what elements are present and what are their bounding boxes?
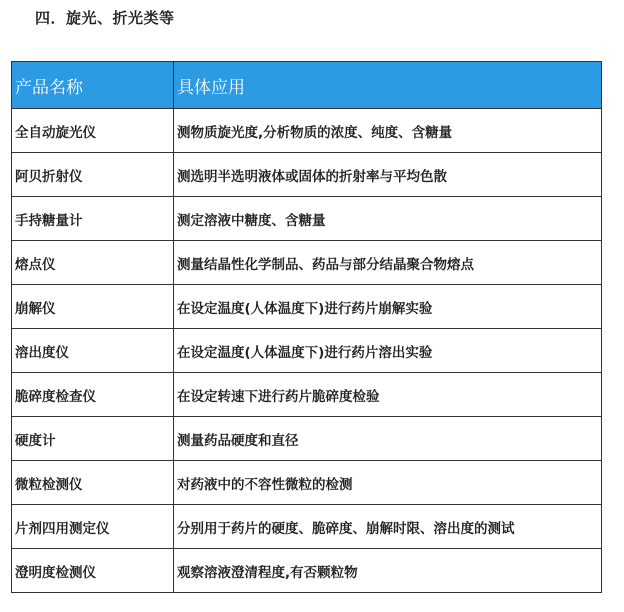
table-row xyxy=(12,329,602,373)
product-name-cell: 溶出度仪 xyxy=(12,329,174,373)
table-row xyxy=(12,153,602,197)
application-cell: 观察溶液澄清程度,有否颗粒物 xyxy=(174,549,602,593)
section-title: 四．旋光、折光类等 xyxy=(35,9,175,27)
header-product-name: 产品名称 xyxy=(12,62,174,109)
table-row xyxy=(12,417,602,461)
application-cell: 在设定温度(人体温度下)进行药片溶出实验 xyxy=(174,329,602,373)
application-cell: 测量结晶性化学制品、药品与部分结晶聚合物熔点 xyxy=(174,241,602,285)
table-row xyxy=(12,505,602,549)
product-name-cell: 阿贝折射仪 xyxy=(12,153,174,197)
product-name-cell: 崩解仪 xyxy=(12,285,174,329)
application-cell: 在设定转速下进行药片脆碎度检验 xyxy=(174,373,602,417)
product-name-cell: 微粒检测仪 xyxy=(12,461,174,505)
table-row xyxy=(12,109,602,153)
application-cell: 分别用于药片的硬度、脆碎度、崩解时限、溶出度的测试 xyxy=(174,505,602,549)
table-row xyxy=(12,285,602,329)
application-cell: 测选明半选明液体或固体的折射率与平均色散 xyxy=(174,153,602,197)
table-header-row xyxy=(12,62,602,109)
product-name-cell: 硬度计 xyxy=(12,417,174,461)
application-cell: 测物质旋光度,分析物质的浓度、纯度、含糖量 xyxy=(174,109,602,153)
application-cell: 测定溶液中糖度、含糖量 xyxy=(174,197,602,241)
product-name-cell: 全自动旋光仪 xyxy=(12,109,174,153)
application-cell: 对药液中的不容性微粒的检测 xyxy=(174,461,602,505)
product-table xyxy=(11,61,602,593)
product-name-cell: 脆碎度检查仪 xyxy=(12,373,174,417)
table-row xyxy=(12,373,602,417)
table-row xyxy=(12,461,602,505)
table-row xyxy=(12,549,602,593)
header-application: 具体应用 xyxy=(174,62,602,109)
table-row xyxy=(12,197,602,241)
product-name-cell: 澄明度检测仪 xyxy=(12,549,174,593)
table-row xyxy=(12,241,602,285)
product-name-cell: 手持糖量计 xyxy=(12,197,174,241)
application-cell: 在设定温度(人体温度下)进行药片崩解实验 xyxy=(174,285,602,329)
application-cell: 测量药品硬度和直径 xyxy=(174,417,602,461)
product-name-cell: 片剂四用测定仪 xyxy=(12,505,174,549)
product-name-cell: 熔点仪 xyxy=(12,241,174,285)
